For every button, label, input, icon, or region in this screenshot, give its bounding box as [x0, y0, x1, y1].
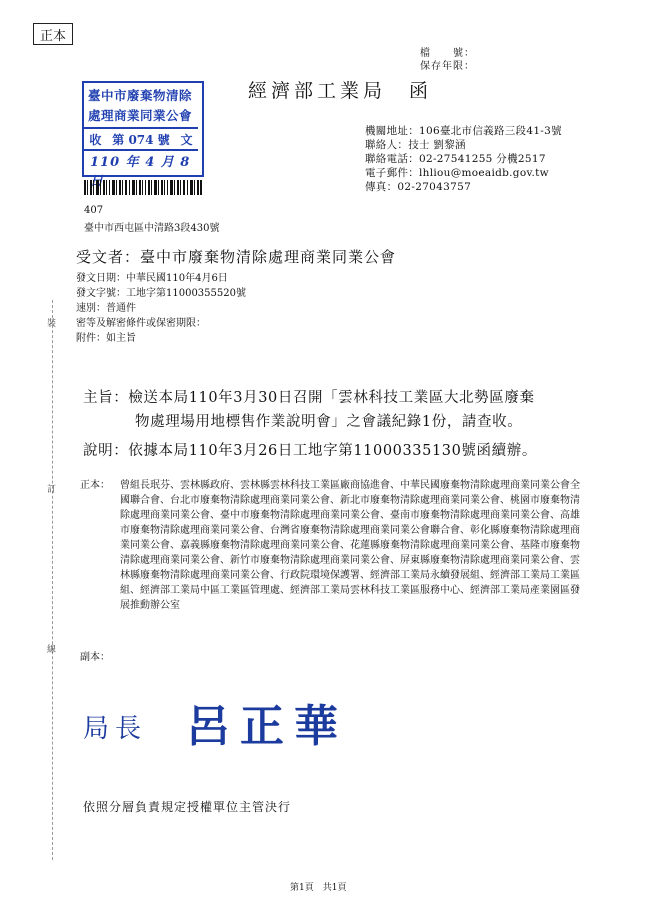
contact-address: 機關地址：106臺北市信義路三段41-3號	[365, 125, 562, 137]
delegation-note: 依照分層負責規定授權單位主管決行	[83, 800, 292, 814]
contact-phone: 聯絡電話：02-27541255 分機2517	[365, 153, 546, 165]
subject-line-2: 物處理場用地標售作業說明會」之會議紀錄1份，請查收。	[135, 414, 523, 430]
stamp-receipt-label: 收	[89, 132, 102, 147]
stamp-line-2: 處理商業同業公會	[88, 108, 193, 123]
document-title: 經濟部工業局 函	[248, 80, 433, 102]
copy-label: 副本：	[80, 652, 110, 663]
stamp-receipt-number: 第 074 號	[112, 132, 170, 147]
document-number: 發文字號：工地字第11000355520號	[76, 288, 246, 299]
stamp-receipt-row	[84, 127, 198, 151]
signature-title: 局長	[83, 714, 148, 744]
barcode	[84, 180, 202, 195]
receipt-stamp	[82, 81, 204, 177]
line-mark: 線	[47, 645, 57, 655]
recipients-label: 正本：	[80, 480, 110, 491]
binding-line	[52, 300, 53, 860]
contact-person: 聯絡人：技士 劉黎涵	[365, 139, 466, 151]
recipients-list: 曾組長珉芬、雲林縣政府、雲林縣雲林科技工業區廠商協進會、中華民國廢棄物清除處理商業同業公會全國聯合會、台北市廢棄物清除處理商業同業公會、新北市廢棄物清除處理商業同業公會、桃園市廢棄物清除處理商業同業公會、臺中市廢棄物清除處理商業同業公會、臺南市廢棄物清除處理商業同業公會、高雄市廢棄物清除處理商業同業公會、台灣省廢棄物清除處理商業同業公會聯合會、彰化縣廢棄物清除處理商業同業公會、嘉義縣廢棄物清除處理商業同業公會、花蓮縣廢棄物清除處理商業同業公會、基隆市廢棄物清除處理商業同業公會、新竹市廢棄物清除處理商業同業公會、屏東縣廢棄物清除處理商業同業公會、雲林縣廢棄物清除處理商業同業公會、行政院環境保護署、經濟部工業局永續發展組、經濟部工業局工業區組、經濟部工業局中區工業區管理處、經濟部工業局雲林科技工業區服務中心、經濟部工業局產業園區發展推動辦公室	[120, 480, 580, 611]
original-copy-badge: 正本	[33, 23, 73, 45]
postal-code: 407	[84, 205, 104, 216]
issue-date: 發文日期：中華民國110年4月6日	[76, 273, 228, 284]
stamp-doc-label: 文	[180, 132, 193, 147]
contact-email: 電子郵件：lhliou@moeaidb.gov.tw	[365, 167, 549, 179]
speed-class: 速別：普通件	[76, 303, 136, 314]
binding-mark: 裝	[47, 319, 57, 329]
confidentiality: 密等及解密條件或保密期限：	[76, 318, 206, 329]
recipient-line: 受文者：臺中市廢棄物清除處理商業同業公會	[76, 248, 397, 266]
mailing-address: 臺中市西屯區中清路3段430號	[84, 223, 220, 234]
attachment: 附件：如主旨	[76, 333, 136, 344]
page-footer: 第1頁 共1頁	[290, 883, 347, 893]
stamp-line-1: 臺中市廢棄物清除	[88, 88, 193, 103]
explanation: 說明：依據本局110年3月26日工地字第11000335130號函續辦。	[83, 443, 537, 459]
cut-mark: 訂	[47, 485, 57, 495]
subject-line-1: 主旨：檢送本局110年3月30日召開「雲林科技工業區大北勢區廢棄	[83, 390, 535, 406]
contact-fax: 傳真：02-27043757	[365, 181, 472, 193]
file-number-label: 檔 號：	[420, 48, 475, 59]
retention-label: 保存年限：	[420, 61, 475, 72]
stamp-date: 110 年 4 月 8	[90, 155, 191, 170]
signature-name: 呂正華	[186, 701, 348, 752]
